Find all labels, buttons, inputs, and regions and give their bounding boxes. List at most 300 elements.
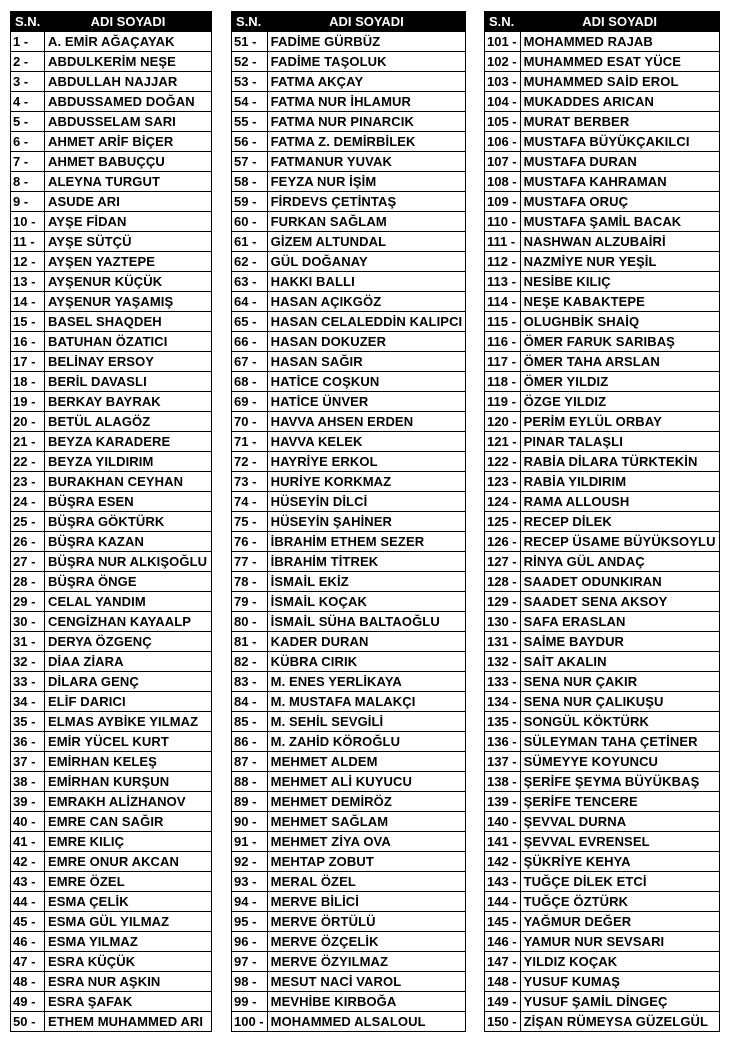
table-row: [485, 332, 720, 352]
student-name: HURİYE KORKMAZ: [267, 472, 466, 492]
table-row: [232, 892, 466, 912]
student-name: MURAT BERBER: [520, 112, 719, 132]
student-name: FEYZA NUR İŞİM: [267, 172, 466, 192]
serial-number: 55 -: [232, 112, 268, 132]
student-name: MEVHİBE KIRBOĞA: [267, 992, 466, 1012]
serial-number: 103 -: [485, 72, 521, 92]
serial-number: 37 -: [11, 752, 45, 772]
table-row: [11, 652, 212, 672]
table-row: [232, 852, 466, 872]
table-row: [11, 132, 212, 152]
serial-number: 143 -: [485, 872, 521, 892]
table-row: [11, 992, 212, 1012]
table-row: [232, 632, 466, 652]
serial-number: 41 -: [11, 832, 45, 852]
serial-number: 26 -: [11, 532, 45, 552]
table-row: [11, 952, 212, 972]
serial-number: 116 -: [485, 332, 521, 352]
table-row: [485, 152, 720, 172]
serial-number: 45 -: [11, 912, 45, 932]
student-name: NAZMİYE NUR YEŞİL: [520, 252, 719, 272]
student-name: FURKAN SAĞLAM: [267, 212, 466, 232]
table-row: [485, 612, 720, 632]
student-name: BERKAY BAYRAK: [45, 392, 212, 412]
student-name: EMRE KILIÇ: [45, 832, 212, 852]
table-row: [485, 292, 720, 312]
table-row: [485, 572, 720, 592]
student-name: AYŞENUR KÜÇÜK: [45, 272, 212, 292]
serial-number: 69 -: [232, 392, 268, 412]
serial-number: 136 -: [485, 732, 521, 752]
student-list-table-1: [10, 11, 212, 1032]
table-row: [485, 112, 720, 132]
serial-number: 33 -: [11, 672, 45, 692]
serial-number: 31 -: [11, 632, 45, 652]
sn-header: S.N.: [11, 12, 45, 32]
serial-number: 49 -: [11, 992, 45, 1012]
student-name: MUSTAFA BÜYÜKÇAKILCI: [520, 132, 719, 152]
serial-number: 141 -: [485, 832, 521, 852]
student-name: TUĞÇE ÖZTÜRK: [520, 892, 719, 912]
serial-number: 131 -: [485, 632, 521, 652]
table-row: [11, 592, 212, 612]
serial-number: 11 -: [11, 232, 45, 252]
serial-number: 87 -: [232, 752, 268, 772]
serial-number: 9 -: [11, 192, 45, 212]
table-row: [485, 652, 720, 672]
table-row: [11, 492, 212, 512]
student-name: HAKKI BALLI: [267, 272, 466, 292]
student-name: BEYZA KARADERE: [45, 432, 212, 452]
table-row: [11, 372, 212, 392]
student-name: ALEYNA TURGUT: [45, 172, 212, 192]
serial-number: 17 -: [11, 352, 45, 372]
student-name: ESMA GÜL YILMAZ: [45, 912, 212, 932]
serial-number: 82 -: [232, 652, 268, 672]
table-header-row: [11, 12, 212, 32]
table-row: [232, 492, 466, 512]
table-row: [232, 572, 466, 592]
student-name: M. ENES YERLİKAYA: [267, 672, 466, 692]
serial-number: 81 -: [232, 632, 268, 652]
serial-number: 91 -: [232, 832, 268, 852]
name-header: ADI SOYADI: [267, 12, 466, 32]
table-row: [11, 532, 212, 552]
table-row: [232, 52, 466, 72]
serial-number: 30 -: [11, 612, 45, 632]
student-name: BÜŞRA GÖKTÜRK: [45, 512, 212, 532]
student-name: FADİME TAŞOLUK: [267, 52, 466, 72]
student-name: FATMA NUR PINARCIK: [267, 112, 466, 132]
table-row: [11, 432, 212, 452]
student-name: FATMANUR YUVAK: [267, 152, 466, 172]
table-row: [485, 392, 720, 412]
student-name: M. SEHİL SEVGİLİ: [267, 712, 466, 732]
table-row: [11, 352, 212, 372]
table-row: [11, 892, 212, 912]
table-row: [11, 332, 212, 352]
table-row: [485, 372, 720, 392]
student-name: MEHMET ALDEM: [267, 752, 466, 772]
serial-number: 85 -: [232, 712, 268, 732]
table-row: [232, 212, 466, 232]
table-row: [485, 192, 720, 212]
student-name: FADİME GÜRBÜZ: [267, 32, 466, 52]
table-row: [232, 652, 466, 672]
serial-number: 83 -: [232, 672, 268, 692]
student-name: SONGÜL KÖKTÜRK: [520, 712, 719, 732]
student-name: ÖMER YILDIZ: [520, 372, 719, 392]
serial-number: 79 -: [232, 592, 268, 612]
table-row: [232, 372, 466, 392]
student-name: MOHAMMED ALSALOUL: [267, 1012, 466, 1032]
table-row: [232, 432, 466, 452]
serial-number: 2 -: [11, 52, 45, 72]
serial-number: 86 -: [232, 732, 268, 752]
table-row: [485, 32, 720, 52]
student-name: AYŞE FİDAN: [45, 212, 212, 232]
serial-number: 109 -: [485, 192, 521, 212]
table-body: [11, 32, 212, 1032]
table-row: [232, 92, 466, 112]
table-row: [11, 272, 212, 292]
student-name: ŞERİFE TENCERE: [520, 792, 719, 812]
table-row: [11, 32, 212, 52]
student-name: HASAN SAĞIR: [267, 352, 466, 372]
student-name: MERVE ÖZÇELİK: [267, 932, 466, 952]
serial-number: 76 -: [232, 532, 268, 552]
student-name: PINAR TALAŞLI: [520, 432, 719, 452]
student-list-table-2: [231, 11, 466, 1032]
student-name: ASUDE ARI: [45, 192, 212, 212]
table-row: [485, 552, 720, 572]
table-row: [232, 692, 466, 712]
table-row: [232, 952, 466, 972]
table-row: [11, 772, 212, 792]
student-list-table-3: [484, 11, 720, 1032]
table-row: [485, 512, 720, 532]
table-row: [232, 252, 466, 272]
serial-number: 133 -: [485, 672, 521, 692]
table-row: [232, 1012, 466, 1032]
student-name: EMRE CAN SAĞIR: [45, 812, 212, 832]
serial-number: 134 -: [485, 692, 521, 712]
table-row: [11, 852, 212, 872]
student-name: RİNYA GÜL ANDAÇ: [520, 552, 719, 572]
table-row: [485, 672, 720, 692]
student-name: EMRE ÖZEL: [45, 872, 212, 892]
serial-number: 28 -: [11, 572, 45, 592]
table-row: [485, 792, 720, 812]
serial-number: 43 -: [11, 872, 45, 892]
student-name: FİRDEVS ÇETİNTAŞ: [267, 192, 466, 212]
serial-number: 22 -: [11, 452, 45, 472]
table-row: [232, 152, 466, 172]
student-name: DİLARA GENÇ: [45, 672, 212, 692]
student-name: AHMET BABUÇÇU: [45, 152, 212, 172]
student-name: HATİCE ÜNVER: [267, 392, 466, 412]
serial-number: 104 -: [485, 92, 521, 112]
table-row: [11, 92, 212, 112]
table-row: [11, 72, 212, 92]
table-row: [232, 592, 466, 612]
table-row: [232, 732, 466, 752]
table-row: [232, 832, 466, 852]
student-name: RECEP DİLEK: [520, 512, 719, 532]
student-name: AYŞEN YAZTEPE: [45, 252, 212, 272]
student-name: BETÜL ALAGÖZ: [45, 412, 212, 432]
table-row: [11, 192, 212, 212]
student-name: HASAN AÇIKGÖZ: [267, 292, 466, 312]
table-row: [485, 712, 720, 732]
serial-number: 145 -: [485, 912, 521, 932]
table-row: [485, 212, 720, 232]
serial-number: 124 -: [485, 492, 521, 512]
table-row: [485, 252, 720, 272]
serial-number: 68 -: [232, 372, 268, 392]
table-row: [11, 392, 212, 412]
table-row: [11, 1012, 212, 1032]
table-row: [485, 832, 720, 852]
serial-number: 1 -: [11, 32, 45, 52]
serial-number: 58 -: [232, 172, 268, 192]
student-name: AHMET ARİF BİÇER: [45, 132, 212, 152]
serial-number: 56 -: [232, 132, 268, 152]
student-name: İSMAİL SÜHA BALTAOĞLU: [267, 612, 466, 632]
serial-number: 75 -: [232, 512, 268, 532]
serial-number: 39 -: [11, 792, 45, 812]
student-name: DERYA ÖZGENÇ: [45, 632, 212, 652]
table-row: [485, 312, 720, 332]
serial-number: 140 -: [485, 812, 521, 832]
table-row: [232, 872, 466, 892]
serial-number: 6 -: [11, 132, 45, 152]
table-row: [232, 932, 466, 952]
table-row: [485, 872, 720, 892]
serial-number: 54 -: [232, 92, 268, 112]
table-row: [485, 232, 720, 252]
serial-number: 65 -: [232, 312, 268, 332]
serial-number: 13 -: [11, 272, 45, 292]
student-name: BURAKHAN CEYHAN: [45, 472, 212, 492]
table-row: [11, 112, 212, 132]
serial-number: 64 -: [232, 292, 268, 312]
serial-number: 149 -: [485, 992, 521, 1012]
table-row: [11, 632, 212, 652]
student-name: RAMA ALLOUSH: [520, 492, 719, 512]
student-name: MUSTAFA DURAN: [520, 152, 719, 172]
serial-number: 108 -: [485, 172, 521, 192]
serial-number: 147 -: [485, 952, 521, 972]
table-row: [11, 152, 212, 172]
student-name: ESMA ÇELİK: [45, 892, 212, 912]
student-name: FATMA Z. DEMİRBİLEK: [267, 132, 466, 152]
student-name: ŞEVVAL EVRENSEL: [520, 832, 719, 852]
serial-number: 48 -: [11, 972, 45, 992]
serial-number: 74 -: [232, 492, 268, 512]
serial-number: 100 -: [232, 1012, 268, 1032]
serial-number: 113 -: [485, 272, 521, 292]
student-name: FATMA NUR İHLAMUR: [267, 92, 466, 112]
student-name: RABİA DİLARA TÜRKTEKİN: [520, 452, 719, 472]
table-row: [485, 172, 720, 192]
student-name: İBRAHİM ETHEM SEZER: [267, 532, 466, 552]
student-name: MUKADDES ARICAN: [520, 92, 719, 112]
student-name: AYŞENUR YAŞAMIŞ: [45, 292, 212, 312]
student-name: YAMUR NUR SEVSARI: [520, 932, 719, 952]
table-row: [485, 92, 720, 112]
student-name: SENA NUR ÇAKIR: [520, 672, 719, 692]
student-name: NESİBE KILIÇ: [520, 272, 719, 292]
serial-number: 4 -: [11, 92, 45, 112]
serial-number: 53 -: [232, 72, 268, 92]
table-row: [11, 712, 212, 732]
serial-number: 118 -: [485, 372, 521, 392]
sn-header: S.N.: [232, 12, 268, 32]
student-name: MEHMET DEMİRÖZ: [267, 792, 466, 812]
serial-number: 66 -: [232, 332, 268, 352]
serial-number: 78 -: [232, 572, 268, 592]
serial-number: 98 -: [232, 972, 268, 992]
serial-number: 14 -: [11, 292, 45, 312]
student-name: PERİM EYLÜL ORBAY: [520, 412, 719, 432]
serial-number: 138 -: [485, 772, 521, 792]
table-row: [232, 912, 466, 932]
student-name: NASHWAN ALZUBAİRİ: [520, 232, 719, 252]
serial-number: 12 -: [11, 252, 45, 272]
serial-number: 106 -: [485, 132, 521, 152]
student-name: M. ZAHİD KÖROĞLU: [267, 732, 466, 752]
student-name: BELİNAY ERSOY: [45, 352, 212, 372]
student-name: DİAA ZİARA: [45, 652, 212, 672]
serial-number: 101 -: [485, 32, 521, 52]
student-name: MERVE BİLİCİ: [267, 892, 466, 912]
table-row: [11, 572, 212, 592]
table-row: [11, 252, 212, 272]
student-name: EMİR YÜCEL KURT: [45, 732, 212, 752]
student-name: RECEP ÜSAME BÜYÜKSOYLU: [520, 532, 719, 552]
table-row: [232, 472, 466, 492]
serial-number: 96 -: [232, 932, 268, 952]
student-name: ABDUSSAMED DOĞAN: [45, 92, 212, 112]
student-name: OLUGHBİK SHAİQ: [520, 312, 719, 332]
serial-number: 35 -: [11, 712, 45, 732]
table-row: [11, 932, 212, 952]
student-name: NEŞE KABAKTEPE: [520, 292, 719, 312]
student-name: SÜMEYYE KOYUNCU: [520, 752, 719, 772]
table-row: [485, 532, 720, 552]
student-name: SAADET SENA AKSOY: [520, 592, 719, 612]
serial-number: 80 -: [232, 612, 268, 632]
table-row: [232, 992, 466, 1012]
table-row: [11, 452, 212, 472]
student-name: MEHMET ALİ KUYUCU: [267, 772, 466, 792]
student-name: MUSTAFA ORUÇ: [520, 192, 719, 212]
student-name: CENGİZHAN KAYAALP: [45, 612, 212, 632]
student-name: MEHMET ZİYA OVA: [267, 832, 466, 852]
table-row: [232, 292, 466, 312]
table-header-row: [485, 12, 720, 32]
serial-number: 61 -: [232, 232, 268, 252]
serial-number: 46 -: [11, 932, 45, 952]
table-row: [232, 392, 466, 412]
serial-number: 70 -: [232, 412, 268, 432]
serial-number: 15 -: [11, 312, 45, 332]
serial-number: 150 -: [485, 1012, 521, 1032]
table-row: [485, 892, 720, 912]
table-body: [485, 32, 720, 1032]
serial-number: 24 -: [11, 492, 45, 512]
student-name: ZİŞAN RÜMEYSA GÜZELGÜL: [520, 1012, 719, 1032]
student-name: MUHAMMED ESAT YÜCE: [520, 52, 719, 72]
table-row: [11, 672, 212, 692]
table-row: [11, 732, 212, 752]
serial-number: 95 -: [232, 912, 268, 932]
serial-number: 128 -: [485, 572, 521, 592]
student-name: MUSTAFA KAHRAMAN: [520, 172, 719, 192]
serial-number: 51 -: [232, 32, 268, 52]
student-name: HAVVA KELEK: [267, 432, 466, 452]
student-name: TUĞÇE DİLEK ETCİ: [520, 872, 719, 892]
table-row: [232, 532, 466, 552]
serial-number: 67 -: [232, 352, 268, 372]
student-name: ÖZGE YILDIZ: [520, 392, 719, 412]
serial-number: 93 -: [232, 872, 268, 892]
table-row: [232, 132, 466, 152]
table-row: [11, 212, 212, 232]
student-name: BÜŞRA NUR ALKIŞOĞLU: [45, 552, 212, 572]
serial-number: 123 -: [485, 472, 521, 492]
table-row: [232, 672, 466, 692]
serial-number: 125 -: [485, 512, 521, 532]
table-row: [232, 32, 466, 52]
serial-number: 71 -: [232, 432, 268, 452]
student-name: ELİF DARICI: [45, 692, 212, 712]
table-row: [11, 872, 212, 892]
student-name: A. EMİR AĞAÇAYAK: [45, 32, 212, 52]
table-row: [485, 492, 720, 512]
table-row: [485, 912, 720, 932]
serial-number: 117 -: [485, 352, 521, 372]
student-name: KADER DURAN: [267, 632, 466, 652]
serial-number: 42 -: [11, 852, 45, 872]
serial-number: 32 -: [11, 652, 45, 672]
serial-number: 16 -: [11, 332, 45, 352]
table-row: [232, 352, 466, 372]
serial-number: 115 -: [485, 312, 521, 332]
table-row: [11, 232, 212, 252]
serial-number: 8 -: [11, 172, 45, 192]
student-name: BASEL SHAQDEH: [45, 312, 212, 332]
student-name: İSMAİL KOÇAK: [267, 592, 466, 612]
table-row: [485, 632, 720, 652]
table-row: [485, 972, 720, 992]
table-row: [11, 172, 212, 192]
student-name: EMİRHAN KELEŞ: [45, 752, 212, 772]
table-row: [11, 292, 212, 312]
serial-number: 99 -: [232, 992, 268, 1012]
student-name: FATMA AKÇAY: [267, 72, 466, 92]
serial-number: 120 -: [485, 412, 521, 432]
student-name: AYŞE SÜTÇÜ: [45, 232, 212, 252]
table-row: [11, 812, 212, 832]
serial-number: 23 -: [11, 472, 45, 492]
table-row: [11, 792, 212, 812]
serial-number: 105 -: [485, 112, 521, 132]
student-name: SÜLEYMAN TAHA ÇETİNER: [520, 732, 719, 752]
serial-number: 121 -: [485, 432, 521, 452]
serial-number: 7 -: [11, 152, 45, 172]
